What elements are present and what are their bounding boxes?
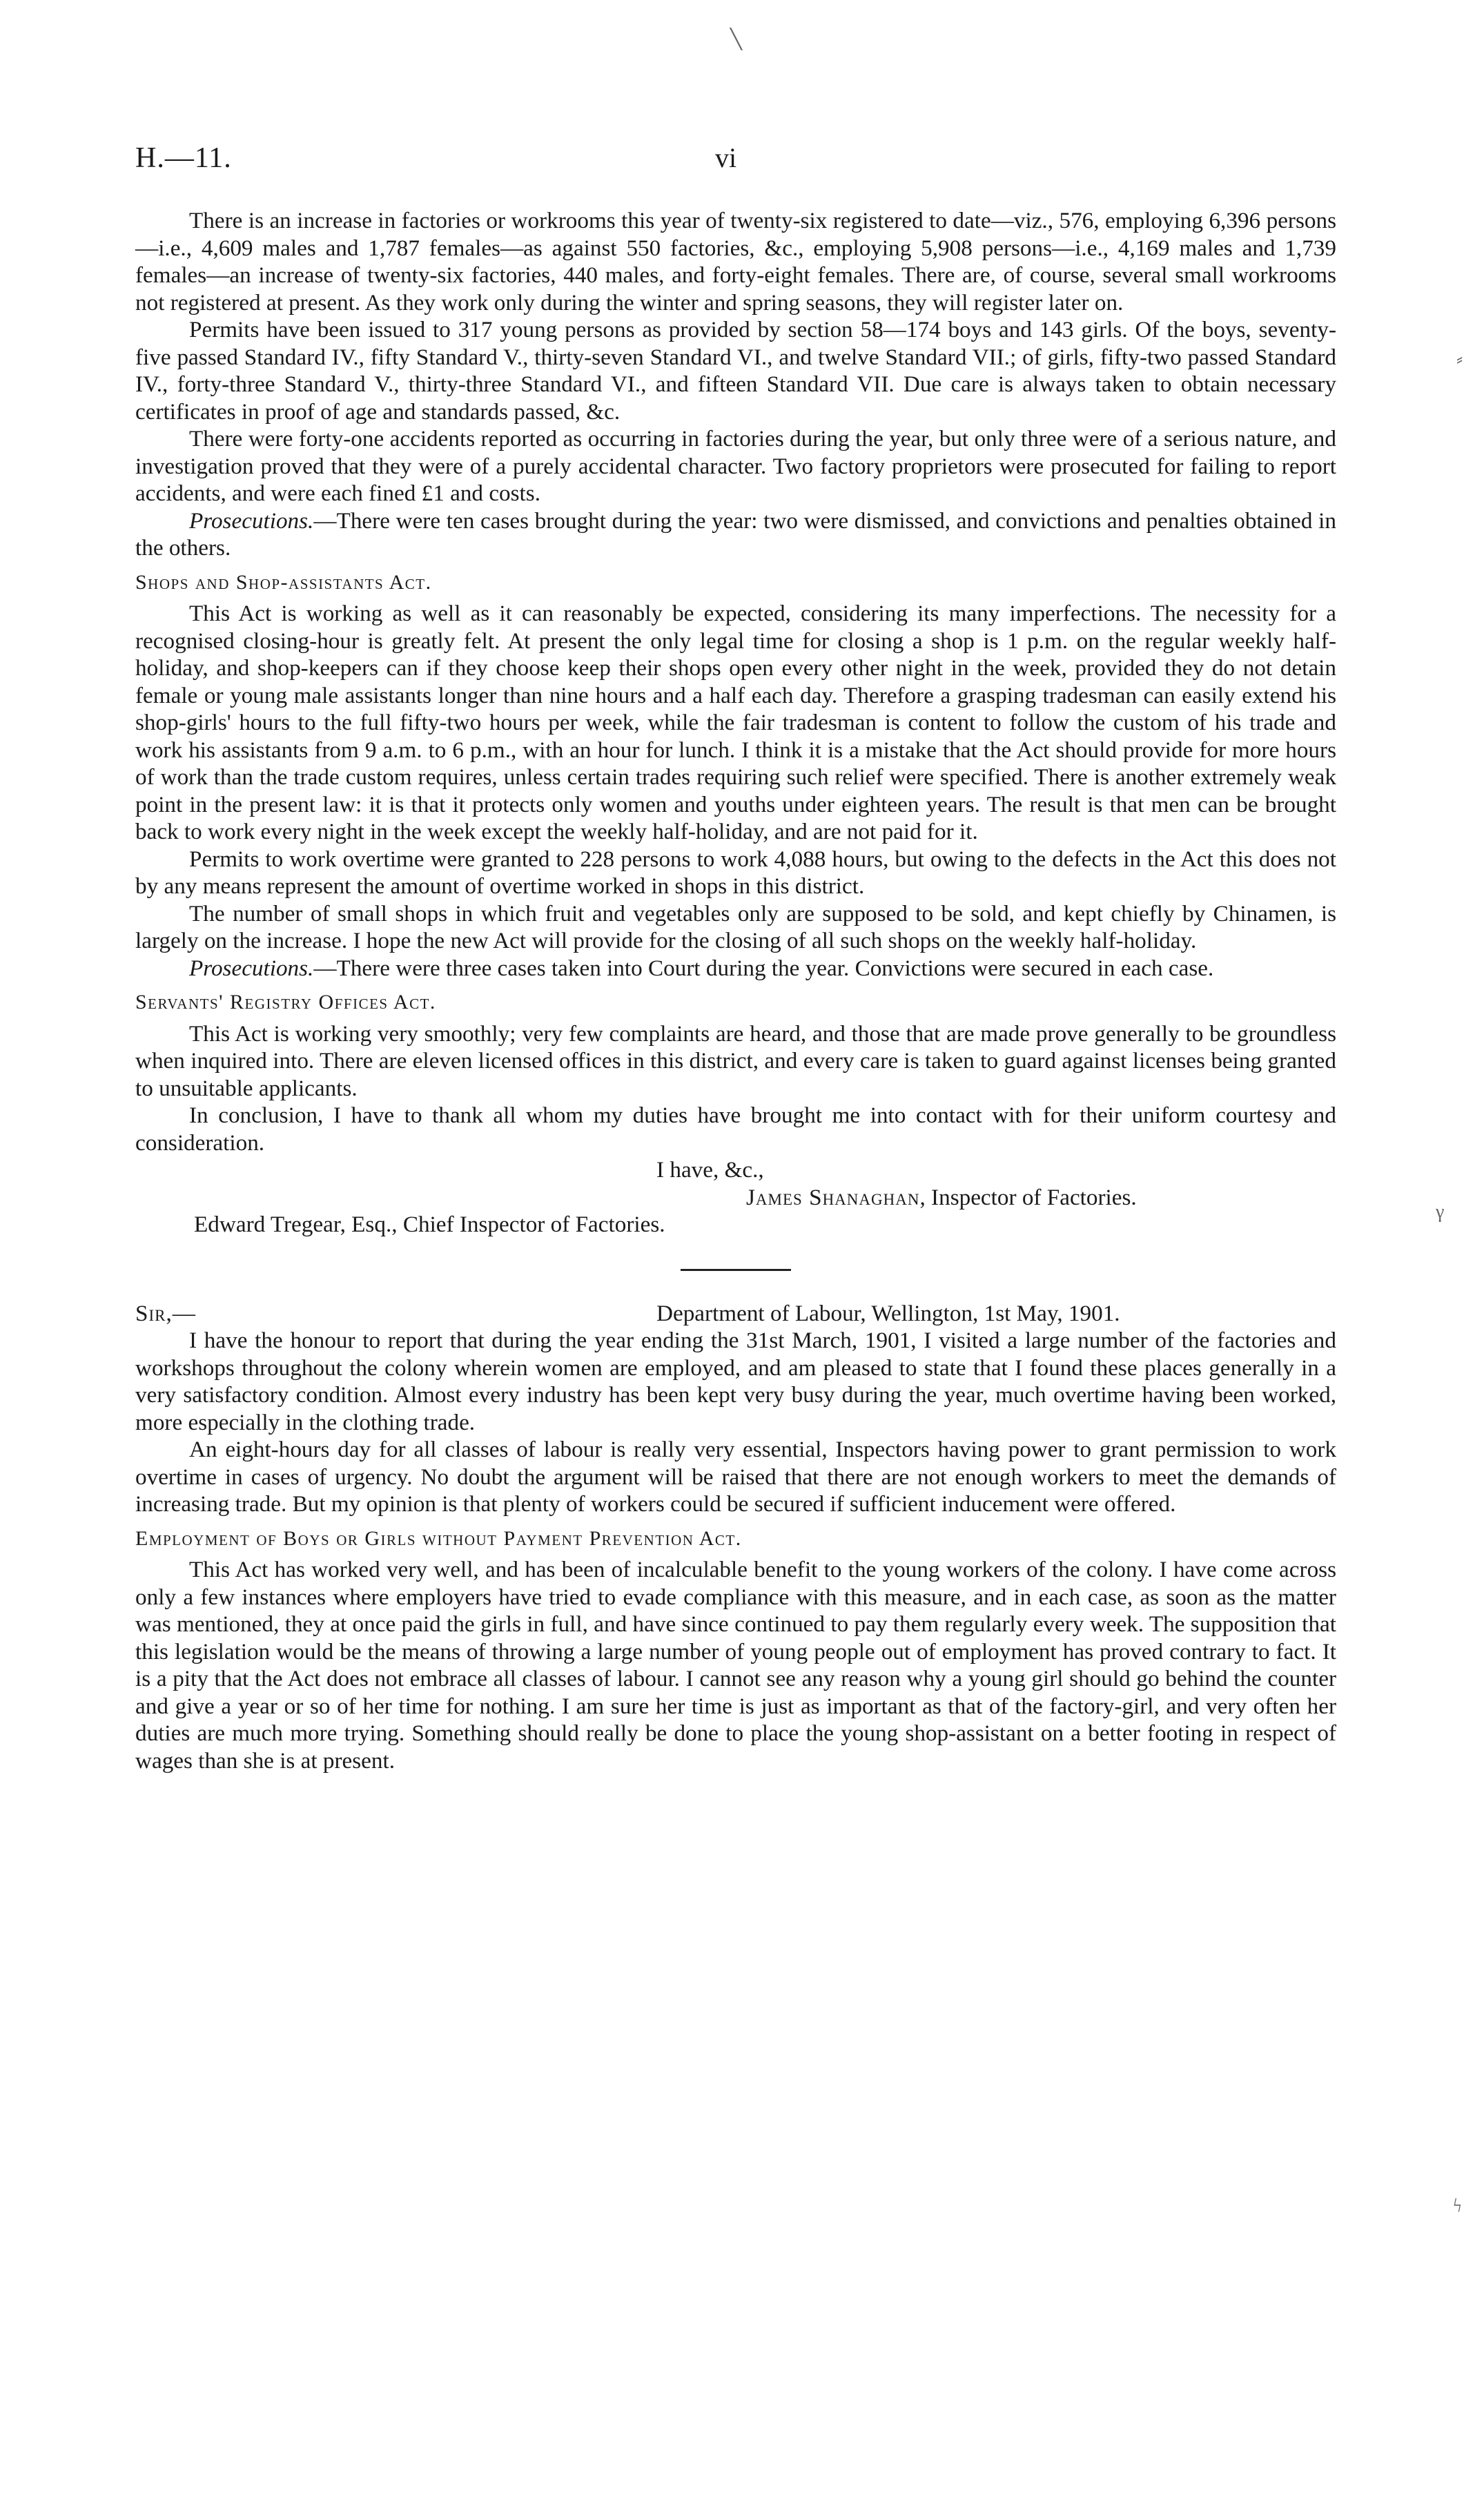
signature-line <box>135 1184 1336 1212</box>
section-heading: Shops and Shop-assistants Act. <box>135 570 432 594</box>
paragraph: Permits have been issued to 317 young persons as provided by section 58—174 boys and 143 girls. Of the boys, seventy-five passed Standard IV., fifty Standard V., thirty-seven Standard VI., and twelve Standard VII.; of girls, fifty-two passed Standard IV., forty-three Standard V., thirty-three Standard VI., and fifteen Standard VII. Due care is always taken to obtain necessary certificates in proof of age and standards passed, &c. <box>135 317 1336 425</box>
signatory-title: , Inspector of Factories. <box>919 1184 1137 1210</box>
dateline: Department of Labour, Wellington, 1st May, 1901. <box>656 1300 1120 1326</box>
salutation: Sir,— <box>135 1300 196 1326</box>
scan-mark: ⸗ <box>1456 349 1463 370</box>
paragraph-label: Prosecutions. <box>189 955 314 981</box>
section-heading: Servants' Registry Offices Act. <box>135 991 436 1013</box>
page-number: vi <box>715 142 737 173</box>
salutation-line <box>135 1300 1336 1328</box>
paragraph: There were forty-one accidents reported as occurring in factories during the year, but only three were of a serious nature, and investigation proved that they were of a purely accidental character. Two factory proprietors were prosecuted for failing to report accidents, and were each fined £1 and costs. <box>135 426 1336 506</box>
scan-mark: ╲ <box>730 29 742 50</box>
document-reference: H.—11. <box>135 142 232 174</box>
page-header <box>135 142 1349 183</box>
paragraph: Permits to work overtime were granted to 228 persons to work 4,088 hours, but owing to the defects in the Act this does not by any means represent the amount of overtime worked in shops in this district. <box>135 846 1336 899</box>
addressee: Edward Tregear, Esq., Chief Inspector of Factories. <box>194 1212 665 1237</box>
paragraph-text: —There were ten cases brought during the year: two were dismissed, and convictions and penalties obtained in the others. <box>135 507 1336 561</box>
section-divider <box>681 1269 791 1271</box>
paragraph: There is an increase in factories or workrooms this year of twenty-six registered to date—viz., 576, employing 6,396 persons—i.e., 4,609 males and 1,787 females—as against 550 factories, &c., employing 5,908 persons—i.e., 4,169 males and 1,739 females—an increase of twenty-six factories, 440 males, and forty-eight females. There are, of course, several small workrooms not registered at present. As they work only during the winter and spring seasons, they will register later on. <box>135 208 1336 315</box>
paragraph <box>135 955 1336 982</box>
scan-mark: γ <box>1436 1201 1445 1223</box>
paragraph: I have the honour to report that during the year ending the 31st March, 1901, I visited a large number of the factories and workshops throughout the colony wherein women are employed, and am pleased to state that I found these places generally in a very satisfactory condition. Almost every industry has been kept very busy during the year, much overtime having been worked, more especially in the clothing trade. <box>135 1328 1336 1435</box>
paragraph: In conclusion, I have to thank all whom my duties have brought me into contact with for their uniform courtesy and consideration. <box>135 1103 1336 1156</box>
paragraph-label: Prosecutions. <box>189 507 314 534</box>
paragraph <box>135 507 1336 562</box>
signatory-name: James Shanaghan <box>746 1184 920 1210</box>
signature-closing: I have, &c., <box>656 1157 764 1183</box>
paragraph-text: —There were three cases taken into Court during the year. Convictions were secured in each case. <box>313 955 1214 981</box>
section-heading: Employment of Boys or Girls without Payment Prevention Act. <box>135 1526 742 1550</box>
paragraph: This Act has worked very well, and has been of incalculable benefit to the young workers of the colony. I have come across only a few instances where employers have tried to evade compliance with this measure, and in each case, as soon as the matter was mentioned, they at once paid the girls in full, and have since continued to pay them regularly every week. The supposition that this legislation would be the means of throwing a large number of young people out of employment has proved contrary to fact. It is a pity that the Act does not embrace all classes of labour. I cannot see any reason why a young girl should go behind the counter and give a year or so of her time for nothing. I am sure her time is just as important as that of the factory-girl, and very often her duties are much more trying. Something should really be done to place the young shop-assistant on a better footing in respect of wages than she is at present. <box>135 1557 1336 1774</box>
scan-mark: ϟ <box>1453 2195 1462 2217</box>
document-body <box>135 207 1336 1774</box>
paragraph: This Act is working as well as it can reasonably be expected, considering its many imperfections. The necessity for a recognised closing-hour is greatly felt. At present the only legal time for closing a shop is 1 p.m. on the regular weekly half-holiday, and shop-keepers can if they choose keep their shops open every other night in the week, provided they do not detain female or young male assistants longer than nine hours and a half each day. Therefore a grasping tradesman can easily extend his shop-girls' hours to the full fifty-two hours per week, while the fair tradesman is content to follow the custom of his trade and work his assistants from 9 a.m. to 6 p.m., with an hour for lunch. I think it is a mistake that the Act should provide for more hours of work than the trade custom requires, unless certain trades requiring such relief were specified. There is another extremely weak point in the present law: it is that it protects only women and youths under eighteen years. The result is that men can be brought back to work every night in the week except the weekly half-holiday, and are not paid for it. <box>135 601 1336 844</box>
paragraph: This Act is working very smoothly; very few complaints are heard, and those that are made prove generally to be groundless when inquired into. There are eleven licensed offices in this district, and every care is taken to guard against licenses being granted to unsuitable applicants. <box>135 1020 1336 1101</box>
paragraph: The number of small shops in which fruit and vegetables only are supposed to be sold, and kept chiefly by Chinamen, is largely on the increase. I hope the new Act will provide for the closing of all such shops on the weekly half-holiday. <box>135 900 1336 953</box>
paragraph: An eight-hours day for all classes of labour is really very essential, Inspectors having power to grant permission to work overtime in cases of urgency. No doubt the argument will be raised that there are not enough workers to meet the demands of increasing trade. But my opinion is that plenty of workers could be secured if sufficient inducement were offered. <box>135 1437 1336 1517</box>
